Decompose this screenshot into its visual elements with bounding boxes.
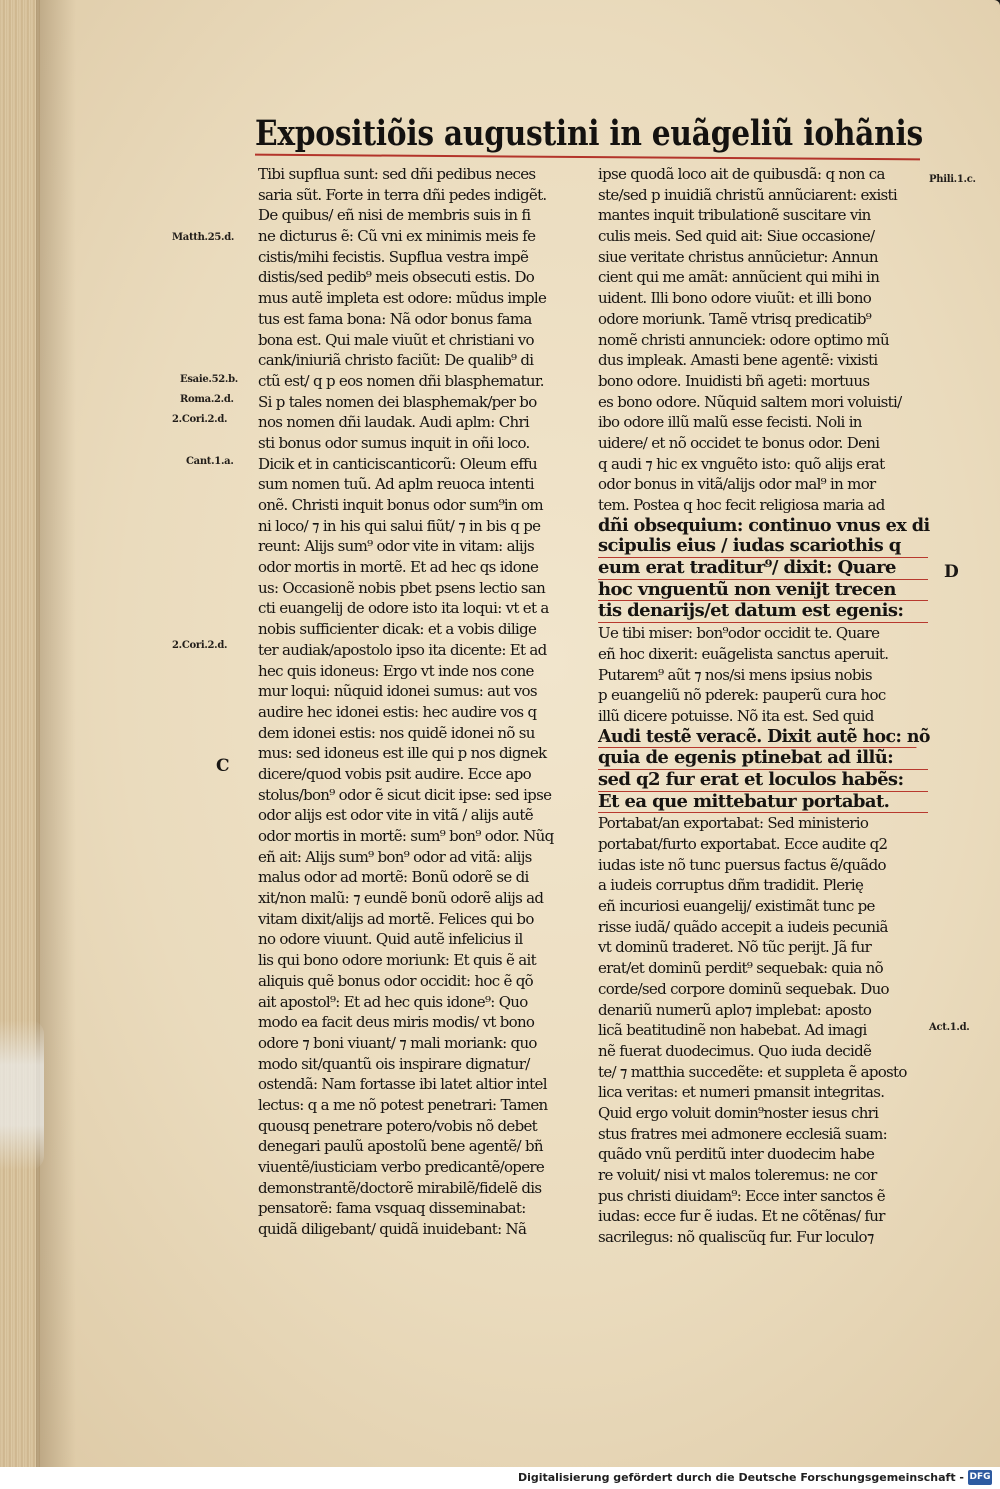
text-line: bona est. Qui male viuũt et christiani vo bbox=[258, 330, 534, 349]
text-line: iudas iste nõ tunc puersus factus ẽ/quãdo bbox=[598, 855, 886, 874]
text-line: ipse quodã loco ait de quibusdã: q non ca bbox=[598, 165, 885, 183]
text-line: quidã diligebant/ quidã inuidebant: Nã bbox=[258, 1220, 527, 1239]
text-line: illũ dicere potuisse. Nõ ita est. Sed quid bbox=[598, 706, 874, 725]
text-line: dus impleak. Amasti bene agentẽ: vixisti bbox=[598, 351, 878, 370]
text-line: lica veritas: et numeri pmansit integritas. bbox=[598, 1083, 885, 1102]
text-line: hec quis idoneus: Ergo vt inde nos cone bbox=[258, 661, 534, 680]
text-line: ostendã: Nam fortasse ibi latet altior intel bbox=[258, 1075, 547, 1094]
text-line: nẽ fuerat duodecimus. Quo iuda decidẽ bbox=[598, 1041, 872, 1060]
text-line: tus est fama bona: Nã odor bonus fama bbox=[258, 309, 532, 328]
text-line: Et ea que mittebatur portabat. bbox=[598, 792, 928, 814]
marginal-note: Esaie.52.b. bbox=[180, 374, 238, 385]
text-line: Ue tibi miser: bon⁹odor occidit te. Quare bbox=[598, 624, 880, 643]
marginal-note: Act.1.d. bbox=[929, 1022, 970, 1033]
text-line: ste/sed p inuidiã christũ annũciarent: existi bbox=[598, 185, 897, 204]
text-line: sti bonus odor sumus inquit in oñi loco. bbox=[258, 433, 530, 452]
text-line: saria sũt. Forte in terra dñi pedes indigẽt. bbox=[258, 185, 547, 204]
text-column-right bbox=[598, 164, 928, 1248]
text-line: eñ ait: Alijs sum⁹ bon⁹ odor ad vitã: alijs bbox=[258, 847, 532, 866]
page-clip bbox=[0, 1020, 44, 1170]
text-line: odore ⁊ boni viuant/ ⁊ mali moriank: quo bbox=[258, 1033, 537, 1052]
text-line: ait apostol⁹: Et ad hec quis idone⁹: Quo bbox=[258, 992, 528, 1011]
text-line: ni loco/ ⁊ in his qui salui fiũt/ ⁊ in bis q pe bbox=[258, 516, 541, 535]
text-line: odor mortis in mortẽ: sum⁹ bon⁹ odor. Nũq bbox=[258, 827, 554, 845]
text-line: corde/sed corpore dominũ sequebak. Duo bbox=[598, 979, 889, 998]
text-line: es bono odore. Nũquid saltem mori voluisti/ bbox=[598, 392, 902, 411]
text-line: malus odor ad mortẽ: Bonũ odorẽ se di bbox=[258, 868, 529, 887]
marginal-note: Roma.2.d. bbox=[180, 394, 234, 405]
text-line: vt dominũ traderet. Nõ tũc perijt. Jã fur bbox=[598, 938, 872, 957]
text-line: quousq penetrare potero/vobis nõ debet bbox=[258, 1116, 538, 1135]
text-line: scipulis eius / iudas scariothis q bbox=[598, 536, 928, 558]
running-title: Expositiõis augustini in euãgeliũ iohãnis bbox=[255, 113, 923, 154]
text-line: odore moriunk. Tamẽ vtrisq predicatib⁹ bbox=[598, 309, 872, 328]
text-line: quia de egenis ptinebat ad illũ: bbox=[598, 748, 928, 770]
marginal-initial: C bbox=[216, 756, 230, 776]
text-line: iudas: ecce fur ẽ iudas. Et ne cõtẽnas/ fur bbox=[598, 1207, 885, 1226]
text-line: risse iudã/ quãdo accepit a iudeis pecuniã bbox=[598, 917, 888, 936]
text-line: quãdo vnũ perditũ inter duodecim habe bbox=[598, 1145, 875, 1164]
marginal-note: Cant.1.a. bbox=[186, 456, 234, 467]
marginal-initial: D bbox=[944, 562, 959, 582]
text-line: dñi obsequium: continuo vnus ex di bbox=[598, 514, 930, 536]
text-line: Tibi supflua sunt: sed dñi pedibus neces bbox=[258, 165, 536, 183]
text-line: us: Occasionẽ nobis pbet psens lectio san bbox=[258, 578, 546, 597]
text-line: uidere/ et nõ occidet te bonus odor. Deni bbox=[598, 433, 880, 452]
text-line: pensatorẽ: fama vsquaq disseminabat: bbox=[258, 1199, 526, 1218]
text-line: cistis/mihi fecistis. Supflua vestra impẽ bbox=[258, 247, 529, 266]
text-line: cank/iniuriã christo faciũt: De qualib⁹ di bbox=[258, 351, 534, 370]
marginal-note: Matth.25.d. bbox=[172, 232, 235, 243]
footer-bar bbox=[0, 1467, 1000, 1489]
text-line: ter audiak/apostolo ipso ita dicente: Et ad bbox=[258, 640, 547, 659]
text-line: distis/sed pedib⁹ meis obsecuti estis. Do bbox=[258, 268, 535, 287]
text-line: viuentẽ/iusticiam verbo predicantẽ/opere bbox=[258, 1158, 545, 1176]
text-line: lis qui bono odore moriunk: Et quis ẽ ait bbox=[258, 951, 536, 970]
text-line: tis denarijs/et datum est egenis: bbox=[598, 601, 928, 623]
text-line: mantes inquit tribulationẽ suscitare vin bbox=[598, 206, 871, 225]
text-line: portabat/furto exportabat. Ecce audite q2 bbox=[598, 835, 888, 853]
text-line: cient qui me amãt: annũcient qui mihi in bbox=[598, 268, 880, 287]
text-line: pus christi diuidam⁹: Ecce inter sanctos ẽ bbox=[598, 1186, 885, 1205]
text-line: mur loqui: nũquid idonei sumus: aut vos bbox=[258, 682, 537, 701]
text-line: cti euangelij de odore isto ita loqui: vt et a bbox=[258, 599, 549, 618]
text-line: modo ea facit deus miris modis/ vt bono bbox=[258, 1013, 535, 1032]
text-line: a iudeis corruptus dñm tradidit. Plerię bbox=[598, 876, 864, 895]
text-line: odor alijs est odor vite in vitã / alijs autẽ bbox=[258, 806, 533, 825]
text-line: sed q2 fur erat et loculos habẽs: bbox=[598, 770, 928, 792]
text-line: p euangeliũ nõ pderek: pauperũ cura hoc bbox=[598, 686, 886, 705]
text-line: dicere/quod vobis psit audire. Ecce apo bbox=[258, 764, 531, 783]
text-line: siue veritate christus annũcietur: Annun bbox=[598, 247, 878, 266]
text-line: reunt: Alijs sum⁹ odor vite in vitam: alijs bbox=[258, 537, 534, 556]
text-line: stolus/bon⁹ odor ẽ sicut dicit ipse: sed ipse bbox=[258, 785, 552, 804]
text-line: mus autẽ impleta est odore: mũdus imple bbox=[258, 289, 547, 308]
text-line: odor bonus in vitã/alijs odor mal⁹ in mor bbox=[598, 475, 876, 494]
text-line: onẽ. Christi inquit bonus odor sum⁹in om bbox=[258, 496, 543, 514]
text-line: denegari paulũ apostolũ bene agentẽ/ bñ bbox=[258, 1137, 543, 1156]
text-line: aliquis quẽ bonus odor occidit: hoc ẽ qõ bbox=[258, 971, 534, 990]
text-line: sum nomen tuũ. Ad aplm reuoca intenti bbox=[258, 475, 534, 494]
funding-credit: Digitalisierung gefördert durch die Deutsche Forschungsgemeinschaft - bbox=[517, 1471, 964, 1484]
text-line: odor mortis in mortẽ. Et ad hec qs idone bbox=[258, 558, 539, 577]
text-line: nos nomen dñi laudak. Audi aplm: Chri bbox=[258, 413, 530, 432]
text-line: denariũ numerũ aplo⁊ implebat: aposto bbox=[598, 1000, 872, 1019]
text-line: erat/et dominũ perdit⁹ sequebak: quia nõ bbox=[598, 959, 883, 978]
text-line: uident. Illi bono odore viuũt: et illi bono bbox=[598, 289, 872, 308]
text-line: q audi ⁊ hic ex vnguẽto isto: quõ alijs erat bbox=[598, 454, 885, 473]
text-line: sacrilegus: nõ qualiscũq fur. Fur loculo⁊ bbox=[598, 1228, 874, 1247]
text-line: stus fratres mei admonere ecclesiã suam: bbox=[598, 1124, 888, 1143]
text-line: te/ ⁊ matthia succedẽte: et suppleta ẽ aposto bbox=[598, 1062, 907, 1081]
text-line: xit/non malũ: ⁊ eundẽ bonũ odorẽ alijs ad bbox=[258, 889, 544, 908]
marginal-note: Phili.1.c. bbox=[929, 174, 976, 185]
text-line: nobis sufficienter dicak: et a vobis dilige bbox=[258, 620, 537, 639]
dfg-logo: DFG bbox=[968, 1470, 992, 1485]
text-line: licã beatitudinẽ non habebat. Ad imagi bbox=[598, 1021, 867, 1040]
text-line: eum erat traditur⁹/ dixit: Quare bbox=[598, 558, 928, 580]
text-line: vitam dixit/alijs ad mortẽ. Felices qui bo bbox=[258, 909, 534, 928]
text-line: Putarem⁹ aũt ⁊ nos/si mens ipsius nobis bbox=[598, 665, 872, 684]
text-line: Portabat/an exportabat: Sed ministerio bbox=[598, 814, 869, 833]
text-line: audire hec idonei estis: hec audire vos q bbox=[258, 702, 537, 721]
marginal-note: 2.Cori.2.d. bbox=[172, 414, 228, 425]
text-line: no odore viuunt. Quid autẽ infelicius il bbox=[258, 930, 523, 949]
text-line: culis meis. Sed quid ait: Siue occasione/ bbox=[598, 227, 875, 246]
text-line: bono odore. Inuidisti bñ ageti: mortuus bbox=[598, 371, 870, 390]
text-line: demonstrantẽ/doctorẽ mirabilẽ/fidelẽ dis bbox=[258, 1178, 542, 1197]
text-line: re voluit/ nisi vt malos toleremus: ne cor bbox=[598, 1166, 877, 1184]
text-line: eñ hoc dixerit: euãgelista sanctus aperuit. bbox=[598, 644, 889, 663]
text-line: Quid ergo voluit domin⁹noster iesus chri bbox=[598, 1103, 879, 1122]
text-line: ibo odore illũ malũ esse fecisti. Noli in bbox=[598, 413, 862, 432]
page-stack-edge bbox=[0, 0, 40, 1467]
text-line: mus: sed idoneus est ille qui p nos dignek bbox=[258, 744, 547, 763]
text-line: lectus: q a me nõ potest penetrari: Tamen bbox=[258, 1095, 548, 1114]
text-line: De quibus/ eñ nisi de membris suis in fi bbox=[258, 206, 531, 225]
text-line: nomẽ christi annunciek: odore optimo mũ bbox=[598, 330, 889, 349]
text-line: ctũ est/ q p eos nomen dñi blasphematur. bbox=[258, 371, 544, 390]
text-line: tem. Postea q hoc fecit religiosa maria ad bbox=[598, 496, 885, 514]
marginal-note: 2.Cori.2.d. bbox=[172, 640, 228, 651]
text-line: hoc vnguentũ non venijt trecen bbox=[598, 580, 928, 602]
text-line: eñ incuriosi euangelij/ existimãt tunc pe bbox=[598, 897, 875, 916]
text-line: modo sit/quantũ ois inspirare dignatur/ bbox=[258, 1054, 530, 1073]
text-line: ne dicturus ẽ: Cũ vni ex minimis meis fe bbox=[258, 227, 536, 246]
text-line: Dicik et in canticiscanticorũ: Oleum effu bbox=[258, 454, 537, 473]
text-line: dem idonei estis: nos quidẽ idonei nõ su bbox=[258, 723, 535, 742]
gutter-shadow bbox=[36, 0, 76, 1467]
text-line: Si p tales nomen dei blasphemak/per bo bbox=[258, 392, 537, 411]
text-column-left bbox=[258, 164, 588, 1240]
text-line: Audi testẽ veracẽ. Dixit autẽ hoc: nõ bbox=[598, 725, 930, 747]
